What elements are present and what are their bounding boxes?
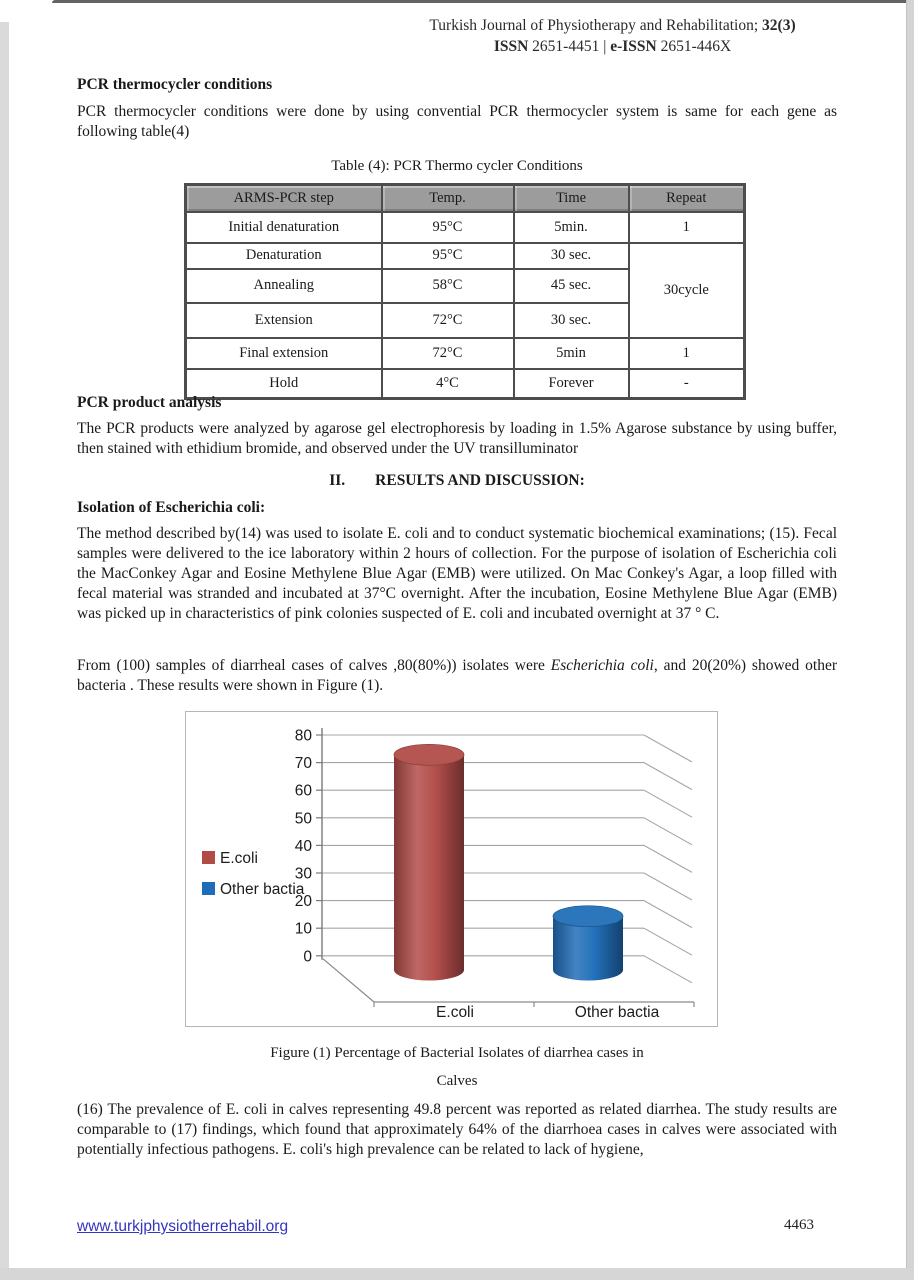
scan-edge-right — [906, 0, 914, 1280]
journal-name: Turkish Journal of Physiotherapy and Rehabilitation; — [429, 17, 759, 34]
cell-time: 30 sec. — [514, 303, 629, 338]
table-row — [186, 338, 745, 369]
chart-floor — [323, 959, 694, 1007]
paragraph-pcr-thermocycler: PCR thermocycler conditions were done by using convential PCR thermocycler system is same for each gene as following table(4) — [77, 103, 837, 140]
cell-temp: 58°C — [382, 269, 514, 303]
cell-temp: 72°C — [382, 338, 514, 369]
cell-step: Extension — [186, 303, 382, 338]
issn-separator: | — [603, 38, 607, 55]
bar-chart-svg — [186, 712, 717, 1026]
figure-1-chart — [185, 711, 718, 1027]
y-tick-label: 50 — [294, 810, 312, 828]
cell-temp: 4°C — [382, 369, 514, 399]
y-tick-label: 10 — [294, 920, 312, 938]
col-header-temp: Temp. — [382, 185, 514, 212]
results-numeral: II. — [329, 472, 346, 489]
legend-label: E.coli — [220, 850, 258, 867]
legend-item — [202, 881, 305, 898]
cell-step: Annealing — [186, 269, 382, 303]
pcr-table-wrapper — [184, 183, 746, 400]
table-header-row — [186, 185, 745, 212]
y-tick-label: 70 — [294, 755, 312, 773]
cell-time: 30 sec. — [514, 243, 629, 269]
pcr-thermocycler-table — [184, 183, 746, 400]
issn-line — [340, 36, 885, 57]
scan-edge-bottom — [0, 1268, 914, 1280]
paragraph-isolation: The method described by(14) was used to isolate E. coli and to conduct systematic biochemical examinations; (15). Fecal samples were delivered to the ice laboratory within 2 hours of collection. For the purpose of isolation of Escherichia coli the MacConkey Agar and Eosine Methylene Blue Agar (EMB) were utilized. On Mac Conkey's Agar, a loop filled with fecal material was stranded and incubated at 37°C overnight. After the incubation, Eosine Methylene Blue Agar (EMB) was picked up in characteristics of pink colonies suspected of E. coli and incubated overnight at 37 ° C. — [77, 525, 837, 622]
cell-step: Initial denaturation — [186, 212, 382, 243]
y-tick-label: 0 — [303, 948, 312, 966]
figure-caption-line2: Calves — [436, 1073, 478, 1089]
y-tick-label: 30 — [294, 865, 312, 883]
y-tick-label: 60 — [294, 782, 312, 800]
issn-value: 2651-4451 — [532, 38, 600, 55]
paragraph-samples — [77, 656, 837, 696]
col-header-repeat: Repeat — [629, 185, 745, 212]
col-header-time: Time — [514, 185, 629, 212]
cylinder-bar-e-coli — [394, 744, 464, 980]
section-title-pcr-product: PCR product analysis — [77, 394, 222, 411]
samples-text-pre: From (100) samples of diarrheal cases of calves ,80(80%)) isolates were — [77, 657, 545, 674]
eissn-value: 2651-446X — [660, 38, 732, 55]
legend-swatch — [202, 851, 215, 864]
cell-time: 5min. — [514, 212, 629, 243]
y-axis — [295, 728, 322, 966]
cell-temp: 95°C — [382, 212, 514, 243]
samples-text-post: , and 20(20%) showed other bacteria . These results were shown in Figure (1). — [77, 657, 837, 694]
cell-temp: 72°C — [382, 303, 514, 338]
table-row — [186, 212, 745, 243]
x-axis-label: Other bactia — [574, 1004, 660, 1021]
journal-header — [340, 15, 885, 57]
cell-time: 45 sec. — [514, 269, 629, 303]
table-caption: Table (4): PCR Thermo cycler Conditions — [331, 158, 583, 174]
paragraph-pcr-product: The PCR products were analyzed by agarose gel electrophoresis by loading in 1.5% Agarose substance by using buffer, then stained with ethidium bromide, and observed under the UV transilluminator — [77, 420, 837, 457]
cell-repeat: - — [629, 369, 745, 399]
cell-time: Forever — [514, 369, 629, 399]
table-row — [186, 243, 745, 269]
section-title-pcr-thermocycler: PCR thermocycler conditions — [77, 76, 273, 93]
journal-volume: 32(3) — [762, 17, 796, 34]
y-tick-label: 80 — [294, 727, 312, 745]
footer-website-link[interactable]: www.turkjphysiotherrehabil.org — [77, 1218, 289, 1235]
y-tick-label: 40 — [294, 837, 312, 855]
journal-title-line — [340, 15, 885, 36]
chart-gridlines — [322, 735, 692, 983]
section-title-isolation: Isolation of Escherichia coli: — [77, 499, 266, 516]
cell-repeat-merged: 30cycle — [629, 243, 745, 338]
figure-caption-line1: Figure (1) Percentage of Bacterial Isolates of diarrhea cases in — [270, 1045, 644, 1061]
cell-step: Denaturation — [186, 243, 382, 269]
results-heading — [77, 472, 837, 490]
page-number: 4463 — [784, 1217, 814, 1233]
y-tick-label: 20 — [294, 893, 312, 911]
x-axis-label: E.coli — [436, 1004, 474, 1021]
results-title: RESULTS AND DISCUSSION: — [375, 472, 585, 489]
legend-item — [202, 850, 258, 867]
col-header-step: ARMS-PCR step — [186, 185, 382, 212]
legend-swatch — [202, 882, 215, 895]
issn-label: ISSN — [493, 38, 529, 55]
paragraph-prevalence: (16) The prevalence of E. coli in calves representing 49.8 percent was reported as related diarrhea. The study results are comparable to (17) findings, which found that approximately 64% of the diarrhoea cases in calves were associated with potentially infectious pathogens. E. coli's high prevalence can be related to lack of hygiene, — [77, 1101, 837, 1158]
cell-temp: 95°C — [382, 243, 514, 269]
legend-label: Other bactia — [220, 881, 305, 898]
cylinder-bar-other-bactia — [553, 906, 623, 981]
cell-step: Hold — [186, 369, 382, 399]
scan-edge-top — [52, 0, 914, 3]
samples-text-italic: Escherichia coli — [550, 657, 654, 674]
cell-repeat: 1 — [629, 338, 745, 369]
cell-step: Final extension — [186, 338, 382, 369]
scan-edge-left — [0, 22, 9, 1280]
cell-repeat: 1 — [629, 212, 745, 243]
eissn-label: e-ISSN — [610, 38, 657, 55]
cell-time: 5min — [514, 338, 629, 369]
